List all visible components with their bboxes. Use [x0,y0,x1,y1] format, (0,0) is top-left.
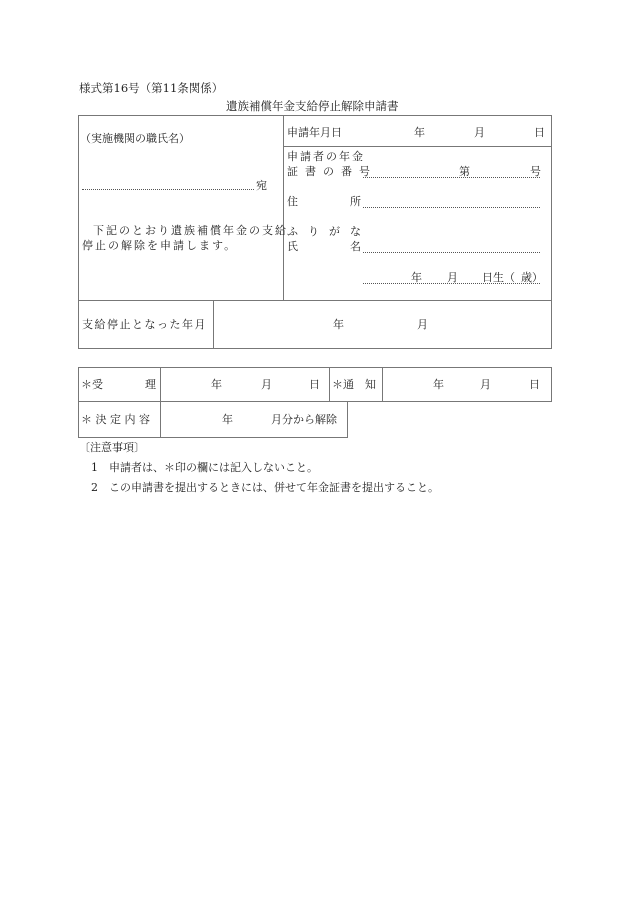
birth-month-unit: 月 [447,271,458,284]
cert-number-field[interactable] [363,177,540,178]
divider [283,146,551,147]
form-number: 様式第16号（第11条関係） [79,81,224,95]
birth-year-unit: 年 [411,271,422,284]
decision-text: 月分から解除 [271,413,337,426]
statement-line-2: 停止の解除を申請します。 [82,239,238,252]
notes-heading: 〔注意事項〕 [79,441,145,454]
address-label-b: 所 [350,195,361,208]
form-title: 遺族補償年金支給停止解除申請書 [226,99,399,113]
birth-day-unit: 日生（ [482,271,515,284]
receipt-label-b: 理 [145,378,156,391]
note-2-text: この申請書を提出するときには、併せて年金証書を提出すること。 [109,481,439,494]
notice-label: ＊通 知 [332,378,376,391]
divider [382,367,383,401]
furigana-1: ふ [287,225,298,238]
cert-prefix: 第 [459,165,470,178]
statement-line-1: 下記のとおり遺族補償年金の支給 [93,224,288,237]
receipt-label-a: ＊受 [81,378,103,391]
notice-day-unit: 日 [529,378,540,391]
divider [78,300,552,301]
receipt-day-unit: 日 [309,378,320,391]
decision-year-unit: 年 [222,413,233,426]
addressee-suffix: 宛 [256,179,267,192]
note-1-text: 申請者は、＊印の欄には記入しないこと。 [109,461,318,474]
agency-name-field[interactable] [82,189,254,190]
cert-label-line-2: 証書の番号 [287,165,377,178]
decision-label: ＊決定内容 [81,413,154,426]
suspension-label: 支給停止となった年月 [82,318,207,331]
date-day-unit: 日 [534,126,545,139]
address-label-a: 住 [287,195,298,208]
agency-label: （実施機関の職氏名） [80,132,190,145]
furigana-4: な [350,225,361,238]
address-field[interactable] [363,207,540,208]
name-label-a: 氏 [287,240,298,253]
note-1-number: 1 [91,461,98,474]
birth-age-unit: 歳） [521,271,543,284]
divider [283,115,284,300]
notice-year-unit: 年 [433,378,444,391]
cert-suffix: 号 [530,165,541,178]
divider [160,367,161,437]
date-month-unit: 月 [474,126,485,139]
name-label-b: 名 [350,240,361,253]
cert-label-line-1: 申請者の年金 [287,150,365,163]
divider [329,367,330,401]
notice-month-unit: 月 [480,378,491,391]
divider [213,300,214,348]
suspension-year-unit: 年 [333,318,344,331]
name-field[interactable] [363,252,540,253]
application-date-label: 申請年月日 [287,126,342,139]
date-year-unit: 年 [414,126,425,139]
furigana-2: り [308,225,319,238]
receipt-year-unit: 年 [211,378,222,391]
furigana-3: が [329,225,340,238]
receipt-month-unit: 月 [261,378,272,391]
note-2-number: 2 [91,481,98,494]
suspension-month-unit: 月 [417,318,428,331]
